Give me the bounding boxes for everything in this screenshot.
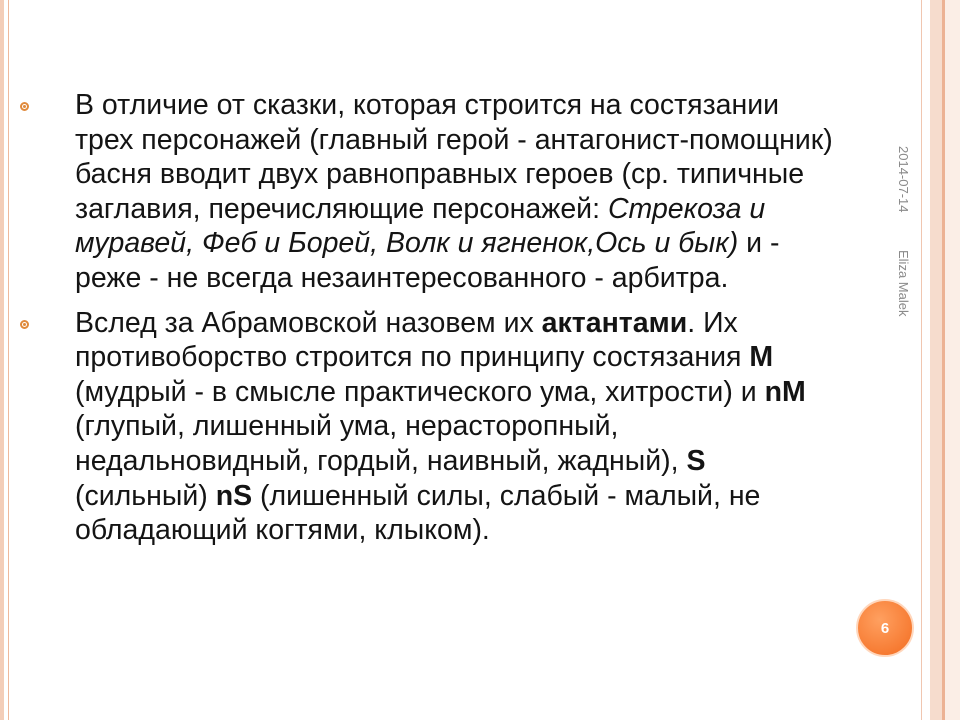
term-actants: актантами <box>541 306 688 339</box>
left-border-line <box>8 0 9 720</box>
slide-author: Eliza Malek <box>896 250 911 317</box>
term-nm: nM <box>764 375 806 408</box>
text-segment: (мудрый - в смысле практического ума, хитрости) и <box>75 375 765 408</box>
slide-body <box>20 88 840 558</box>
text-segment: (лишенный силы, слабый - малый, не обладающий когтями, клыком). <box>75 479 761 547</box>
text-segment: Вслед за Абрамовской назовем их <box>75 306 542 339</box>
term-m: М <box>749 341 774 374</box>
term-ns: nS <box>215 479 253 512</box>
term-s: S <box>686 444 706 477</box>
right-border-band-light <box>945 0 960 720</box>
bullet-icon <box>20 102 29 111</box>
text-segment: и - реже - не всегда незаинтересованного - арбитра. <box>75 227 780 294</box>
right-border-line <box>921 0 922 720</box>
slide-date: 2014-07-14 <box>896 146 911 213</box>
bullet-paragraph-2 <box>20 306 840 548</box>
text-segment: В отличие от сказки, которая строится на состязании трех персонажей (главный герой - антагонист-помощник) басня вводит двух равноправных героев (ср. типичные заглавия, перечисляющие персонажей: <box>75 89 833 225</box>
fable-titles: Стрекоза и муравей, Феб и Борей, Волк и ягненок,Ось и бык) <box>75 192 766 260</box>
left-border-stripe <box>0 0 4 720</box>
text-segment: (сильный) <box>75 479 216 512</box>
bullet-icon <box>20 320 29 329</box>
text-segment: . Их противоборство строится по принципу состязания <box>75 306 750 374</box>
text-segment: (глупый, лишенный ума, нерасторопный, недальновидный, гордый, наивный, жадный), <box>75 410 687 477</box>
page-number-badge: 6 <box>856 599 914 657</box>
bullet-paragraph-1 <box>20 88 840 296</box>
right-border-band <box>930 0 942 720</box>
